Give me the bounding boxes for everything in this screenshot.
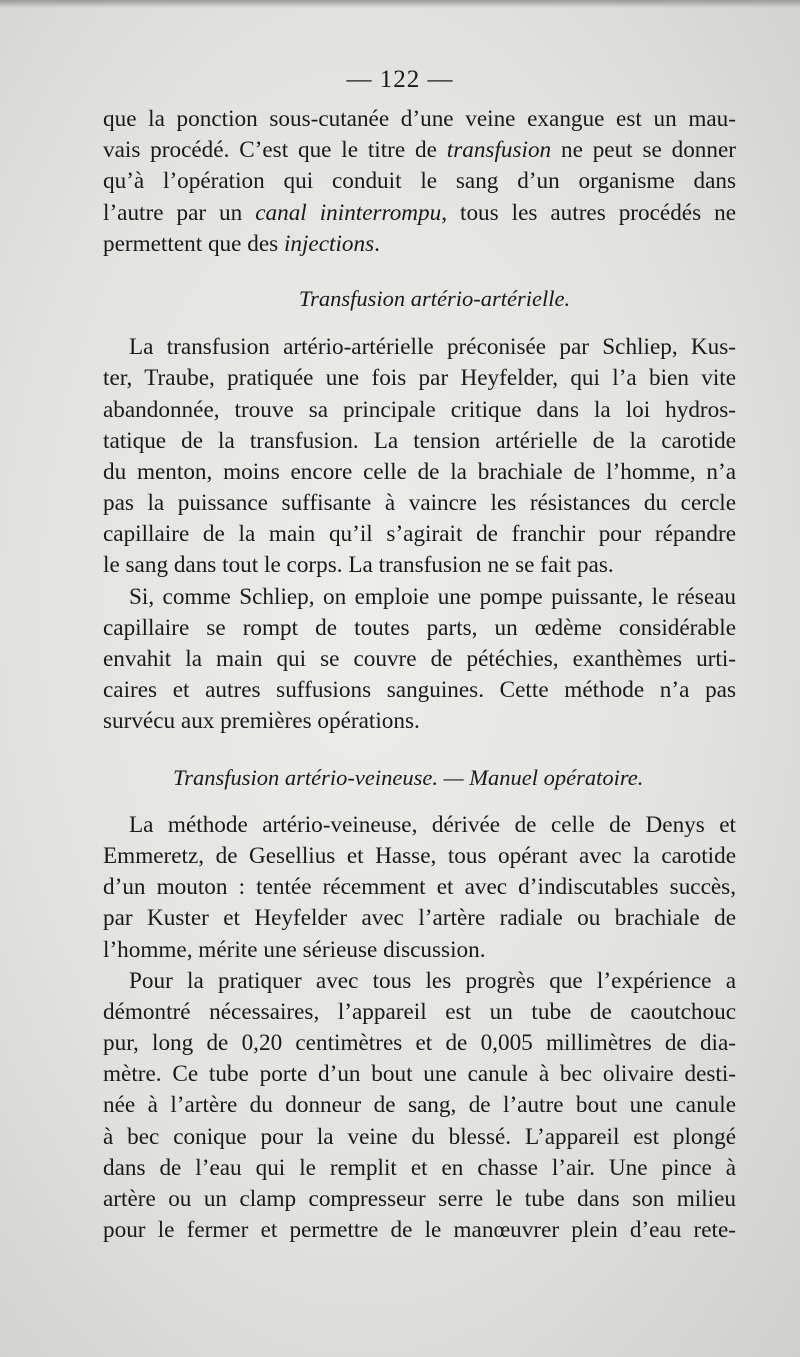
emphasis: transfusion <box>446 137 552 164</box>
text-line: l’autre par un canal ininterrompu, tous les autres procédés ne <box>103 199 736 226</box>
text-line: par Kuster et Heyfelder avec l’artère radiale ou brachiale de <box>103 905 736 932</box>
text-line: Pour la pratiquer avec tous les progrès que l’expérience a <box>129 967 736 994</box>
paragraph-3 <box>103 582 736 738</box>
text-line: artère ou un clamp compresseur serre le tube dans son milieu <box>103 1186 736 1212</box>
text-line: qu’à l’opération qui conduit le sang d’un organisme dans <box>103 168 736 195</box>
text-line: ter, Traube, pratiquée une fois par Heyfelder, qui l’a bien vite <box>103 365 736 392</box>
text-line: à bec conique pour la veine du blessé. L’appareil est plongé <box>103 1123 736 1150</box>
emphasis: canal ininterrompu <box>255 199 442 226</box>
text-line: survécu aux premières opérations. <box>103 708 420 735</box>
text-line: l’homme, mérite une sérieuse discussion. <box>103 936 486 963</box>
paragraph-5 <box>103 966 736 1247</box>
text-line: pur, long de 0,20 centimètres et de 0,005 millimètres de dia- <box>103 1030 736 1057</box>
text-line: capillaire se rompt de toutes parts, un œdème considérable <box>103 614 736 641</box>
paragraph-1 <box>103 104 736 260</box>
text-line: du menton, moins encore celle de la brachiale de l’homme, n’a <box>103 458 736 485</box>
text-line: démontré nécessaires, l’appareil est un tube de caoutchouc <box>103 998 736 1025</box>
text-line: le sang dans tout le corps. La transfusion ne se fait pas. <box>103 552 614 579</box>
text-line: Emmeretz, de Gesellius et Hasse, tous opérant avec la carotide <box>103 842 736 869</box>
text-line: permettent que des injections. <box>103 230 380 257</box>
text-line: pour le fermer et permettre de le manœuvrer plein d’eau rete- <box>103 1217 736 1244</box>
text-line: abandonnée, trouve sa principale critique dans la loi hydros- <box>103 396 736 423</box>
text-line: née à l’artère du donneur de sang, de l’autre bout une canule <box>103 1092 736 1119</box>
paragraph-4 <box>103 810 736 966</box>
text-line: La méthode artério-veineuse, dérivée de celle de Denys et <box>129 811 736 838</box>
text-line: Si, comme Schliep, on emploie une pompe puissante, le réseau <box>129 583 736 610</box>
text-line: pas la puissance suffisante à vaincre les résistances du cercle <box>103 490 736 517</box>
text-line: envahit la main qui se couvre de pétéchies, exanthèmes urti- <box>103 646 736 672</box>
text-line: caires et autres suffusions sanguines. Cette méthode n’a pas <box>103 677 736 704</box>
paragraph-2 <box>103 332 736 582</box>
page-body <box>103 104 736 1246</box>
text-line: que la ponction sous-cutanée d’une veine exangue est un mau- <box>103 106 736 132</box>
section-heading: Transfusion artério-artérielle. <box>298 285 571 311</box>
text-line: dans de l’eau qui le remplit et en chasse l’air. Une pince à <box>103 1154 736 1181</box>
section-heading: Transfusion artério-veineuse. — Manuel opératoire. <box>173 764 644 790</box>
text-line: d’un mouton : tentée récemment et avec d’indiscutables succès, <box>103 874 736 901</box>
page-number: — 122 — <box>346 66 454 93</box>
text-line: tatique de la transfusion. La tension artérielle de la carotide <box>103 427 736 454</box>
emphasis: injections <box>283 230 375 257</box>
text-line: La transfusion artério-artérielle préconisée par Schliep, Kus- <box>129 334 736 361</box>
text-line: vais procédé. C’est que le titre de transfusion ne peut se donner <box>103 137 736 164</box>
text-line: mètre. Ce tube porte d’un bout une canule à bec olivaire desti- <box>103 1061 736 1088</box>
text-line: capillaire de la main qu’il s’agirait de franchir pour répandre <box>103 521 736 548</box>
